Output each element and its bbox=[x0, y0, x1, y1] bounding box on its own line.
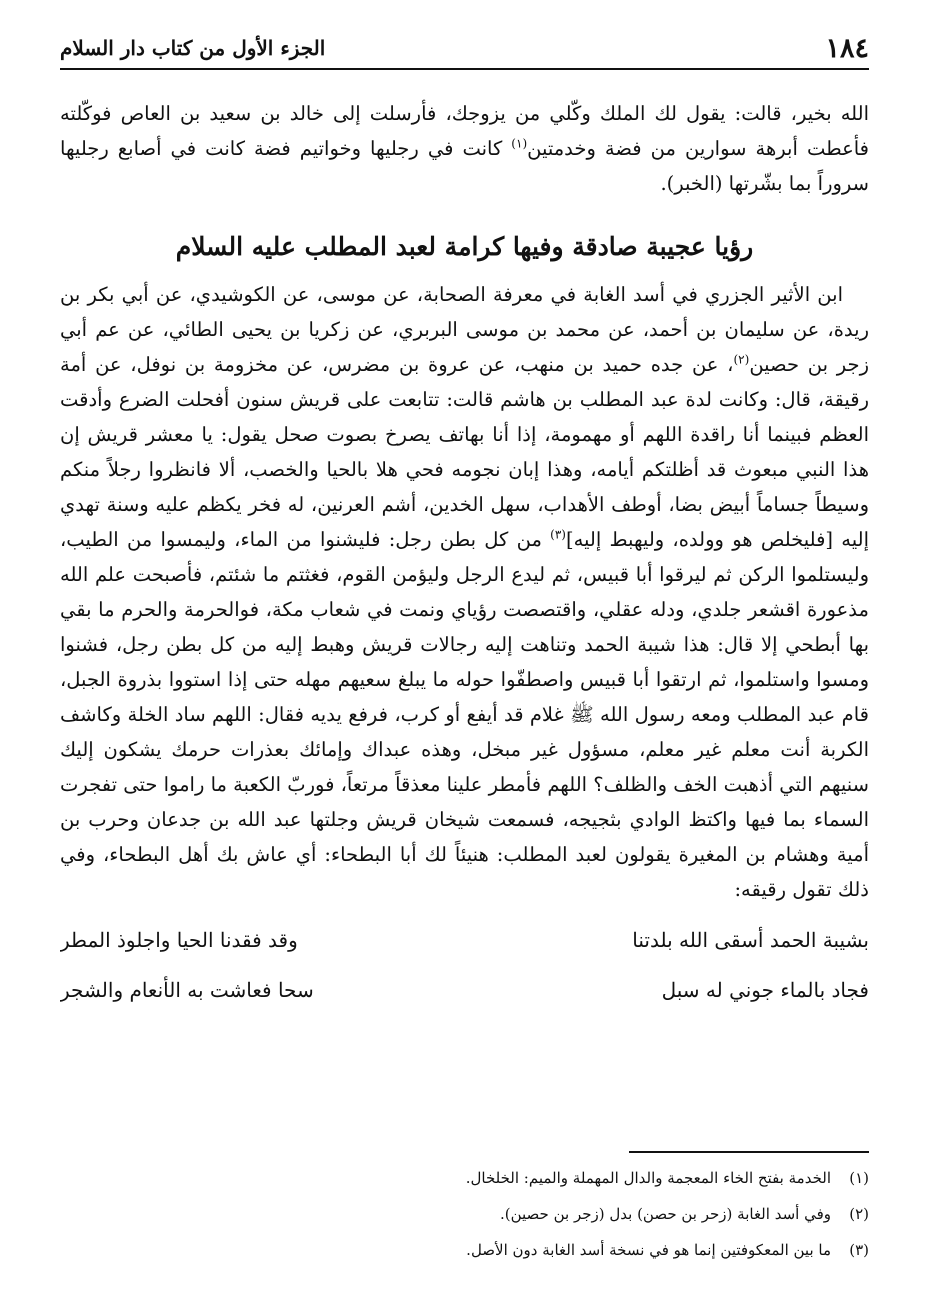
main-text-2: ، عن جده حميد بن منهب، عن عروة بن مضرس، عن مخزومة بن نوفل، عن أمة رقيقة، قال: وكانت لدة عبد المطلب بن هاشم قالت: تتابعت على قريش سنون أفحلت الضرع وأدقت العظم فبينما أنا راقدة اللهم أو مهمومة، إذا أنا بهاتف يصرخ بصوت صحل يقول: يا معشر قريش إن هذا النبي مبعوث قد أظلتكم أيامه، وهذا إبان نجومه فحي هلا بالحيا والخصب، ألا فانظروا رجلاً منكم وسيطاً جساماً أبيض بضا، أوطف الأهداب، سهل الخدين، أشم العرنين، له فخر يكظم عليه وسنة تهدي إليه [فليخلص هو وولده، وليهبط إليه] bbox=[60, 353, 869, 551]
footnote-text: الخدمة بفتح الخاء المعجمة والدال المهملة والميم: الخلخال. bbox=[465, 1169, 831, 1187]
footnote-ref-2[interactable]: (٢) bbox=[733, 352, 750, 367]
main-text-3: من كل بطن رجل: فليشنوا من الماء، وليمسوا من الطيب، وليستلموا الركن ثم ليرقوا أبا قبيس، ثم ليدع الرجل وليؤمن القوم، فغثتم ما شئتم، فأصبحت علم الله مذعورة اقشعر جلدي، ودله عقلي، واقتصصت رؤياي ونمت في شعاب مكة، فوالحرمة والحرم ما بقي بها أبطحي إلا قال: هذا شيبة الحمد وتناهت إليه رجالات قريش وهبط إليه من كل بطن رجل، فشنوا ومسوا واستلموا، ثم ارتقوا أبا قبيس واصطفّوا حوله ما يبلغ سعيهم مهله حتى إذا استووا بذروة الجبل، قام عبد المطلب ومعه رسول الله ﷺ غلام قد أيفع أو كرب، فرفع يديه فقال: اللهم ساد الخلة وكاشف الكربة أنت معلم غير معلم، مسؤول غير مبخل، وهذه عبداك وإمائك بعذرات حرمك يشكون إليك سنيهم التي أذهبت الخف والظلف؟ اللهم فأمطر علينا معذقاً مرتعاً، فوربّ الكعبة ما راموا حتى تفجرت السماء بما فيها واكتظ الوادي بثجيجه، فسمعت شيخان قريش وجلتها عبد الله بن جدعان وحرب بن أمية وهشام بن المغيرة يقولون لعبد المطلب: هنيئاً لك أبا البطحاء: أي عاش بك أهل البطحاء، وفي ذلك تقول رقيقه: bbox=[60, 528, 869, 901]
footnote-ref-1[interactable]: (١) bbox=[511, 136, 528, 151]
footnote-number: (٢) bbox=[849, 1205, 869, 1223]
footnote-ref-3[interactable]: (٣) bbox=[550, 527, 566, 542]
intro-paragraph bbox=[60, 96, 869, 201]
verse-line bbox=[60, 915, 869, 965]
verse-line bbox=[60, 965, 869, 1015]
footnote-text: ما بين المعكوفتين إنما هو في نسخة أسد الغابة دون الأصل. bbox=[466, 1241, 831, 1259]
poem-verses bbox=[60, 915, 869, 1015]
page-body bbox=[60, 96, 869, 1015]
footnote-text: وفي أسد الغابة (زحر بن حصن) بدل (زجر بن حصين). bbox=[499, 1205, 831, 1223]
footnote-number: (٣) bbox=[849, 1241, 869, 1259]
main-paragraph bbox=[60, 277, 869, 907]
running-title: الجزء الأول من كتاب دار السلام bbox=[60, 36, 326, 60]
verse-first-hemistich: فجاد بالماء جوني له سبل bbox=[661, 978, 869, 1002]
footnote-3 bbox=[60, 1232, 869, 1268]
intro-text-2: كانت في رجليها وخواتيم فضة كانت في أصابع رجليها سروراً بما بشّرتها (الخبر). bbox=[60, 137, 869, 195]
verse-first-hemistich: بشيبة الحمد أسقى الله بلدتنا bbox=[632, 928, 869, 952]
page-header bbox=[60, 28, 869, 70]
section-heading: رؤيا عجيبة صادقة وفيها كرامة لعبد المطلب عليه السلام bbox=[175, 232, 754, 261]
verse-second-hemistich: وقد فقدنا الحيا واجلوذ المطر bbox=[60, 928, 298, 952]
footnote-1 bbox=[60, 1160, 869, 1196]
page-number: ١٨٤ bbox=[825, 32, 869, 64]
footnotes bbox=[60, 1160, 869, 1268]
footnote-2 bbox=[60, 1196, 869, 1232]
verse-second-hemistich: سحا فعاشت به الأنعام والشجر bbox=[60, 978, 314, 1002]
footnote-divider bbox=[629, 1151, 869, 1153]
main-text-1: ابن الأثير الجزري في أسد الغابة في معرفة الصحابة، عن موسى، عن الكوشيدي، عن أبي بكر بن ريدة، عن سليمان بن أحمد، عن محمد بن موسى البربري، عن زكريا بن يحيى الطائي، عن عم أبي زجر بن حصين bbox=[60, 283, 869, 376]
footnote-number: (١) bbox=[849, 1169, 869, 1187]
intro-text-1: الله بخير، قالت: يقول لك الملك وكّلي من يزوجك، فأرسلت إلى خالد بن سعيد بن العاص فوكّلته فأعطت أبرهة سوارين من فضة وخدمتين bbox=[60, 102, 869, 160]
